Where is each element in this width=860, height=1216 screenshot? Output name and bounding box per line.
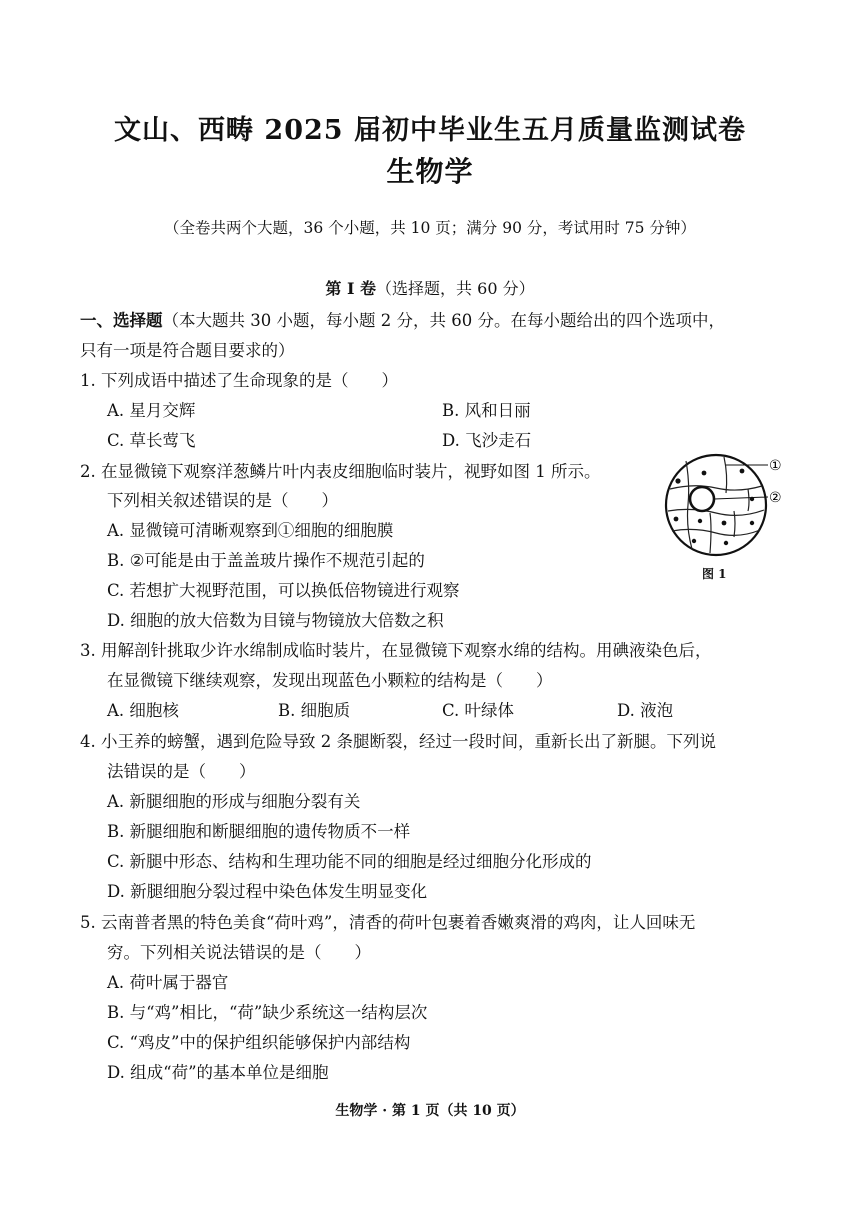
subject-title: 生物学 [386,155,474,188]
q5-option-d: D. 组成“荷”的基本单位是细胞 [107,1063,329,1082]
q4-option-c: C. 新腿中形态、结构和生理功能不同的细胞是经过细胞分化形成的 [107,852,592,871]
figure-label-2: ② [769,490,782,506]
q5-option-a: A. 荷叶属于器官 [107,973,229,992]
section-heading: 一、选择题 [80,311,163,330]
part-desc: （选择题，共 60 分） [376,279,535,298]
part-label: 第 I 卷 [325,279,377,298]
field-of-view-circle [666,455,766,555]
q1-option-c: C. 草长莺飞 [107,431,196,450]
q1-stem: 1. 下列成语中描述了生命现象的是（ ） [80,371,398,390]
q2-stem-line2: 下列相关叙述错误的是（ ） [107,491,338,510]
q3-option-a: A. 细胞核 [107,701,179,720]
microscope-view-figure [664,453,814,561]
q2-option-c: C. 若想扩大视野范围，可以换低倍物镜进行观察 [107,581,460,600]
q3-stem-line2: 在显微镜下继续观察，发现出现蓝色小颗粒的结构是（ ） [107,671,553,690]
q2-option-a: A. 显微镜可清晰观察到①细胞的细胞膜 [107,521,394,540]
section-intro-text: （本大题共 30 小题，每小题 2 分，共 60 分。在每小题给出的四个选项中， [162,311,725,330]
q2-stem-line1: 2. 在显微镜下观察洋葱鳞片叶内表皮细胞临时装片，视野如图 1 所示。 [80,462,601,481]
section-intro-line1 [80,307,725,331]
figure-caption: 图 1 [702,567,727,581]
q5-stem-line1: 5. 云南普者黑的特色美食“荷叶鸡”，清香的荷叶包裹着香嫩爽滑的鸡肉，让人回味无 [80,913,696,932]
page-footer: 生物学 · 第 1 页（共 10 页） [335,1103,525,1119]
q3-stem-line1: 3. 用解剖针挑取少许水绵制成临时装片，在显微镜下观察水绵的结构。用碘液染色后， [80,641,712,660]
q4-option-b: B. 新腿细胞和断腿细胞的遗传物质不一样 [107,822,411,841]
exam-title: 文山、西畴 2025 届初中毕业生五月质量监测试卷 [114,115,746,146]
section-intro-line2: 只有一项是符合题目要求的） [80,341,295,360]
q1-option-a: A. 星月交辉 [107,401,196,420]
air-bubble [690,487,714,511]
q2-option-b: B. ②可能是由于盖盖玻片操作不规范引起的 [107,551,425,570]
q2-option-d: D. 细胞的放大倍数为目镜与物镜放大倍数之积 [107,611,444,630]
q3-option-c: C. 叶绿体 [442,701,515,720]
part-heading [0,276,860,299]
figure-label-1: ① [769,458,782,474]
exam-info: （全卷共两个大题，36 个小题，共 10 页；满分 90 分，考试用时 75 分钟） [164,219,696,237]
q4-option-d: D. 新腿细胞分裂过程中染色体发生明显变化 [107,882,428,901]
q1-option-b: B. 风和日丽 [442,401,531,420]
q4-stem-line1: 4. 小王养的螃蟹，遇到危险导致 2 条腿断裂，经过一段时间，重新长出了新腿。下列说 [80,732,716,751]
q4-stem-line2: 法错误的是（ ） [107,762,256,781]
q5-option-c: C. “鸡皮”中的保护组织能够保护内部结构 [107,1033,411,1052]
q5-stem-line2: 穷。下列相关说法错误的是（ ） [107,943,371,962]
q4-option-a: A. 新腿细胞的形成与细胞分裂有关 [107,792,361,811]
q3-option-b: B. 细胞质 [278,701,351,720]
q3-option-d: D. 液泡 [617,701,674,720]
q1-option-d: D. 飞沙走石 [442,431,532,450]
q5-option-b: B. 与“鸡”相比，“荷”缺少系统这一结构层次 [107,1003,428,1022]
